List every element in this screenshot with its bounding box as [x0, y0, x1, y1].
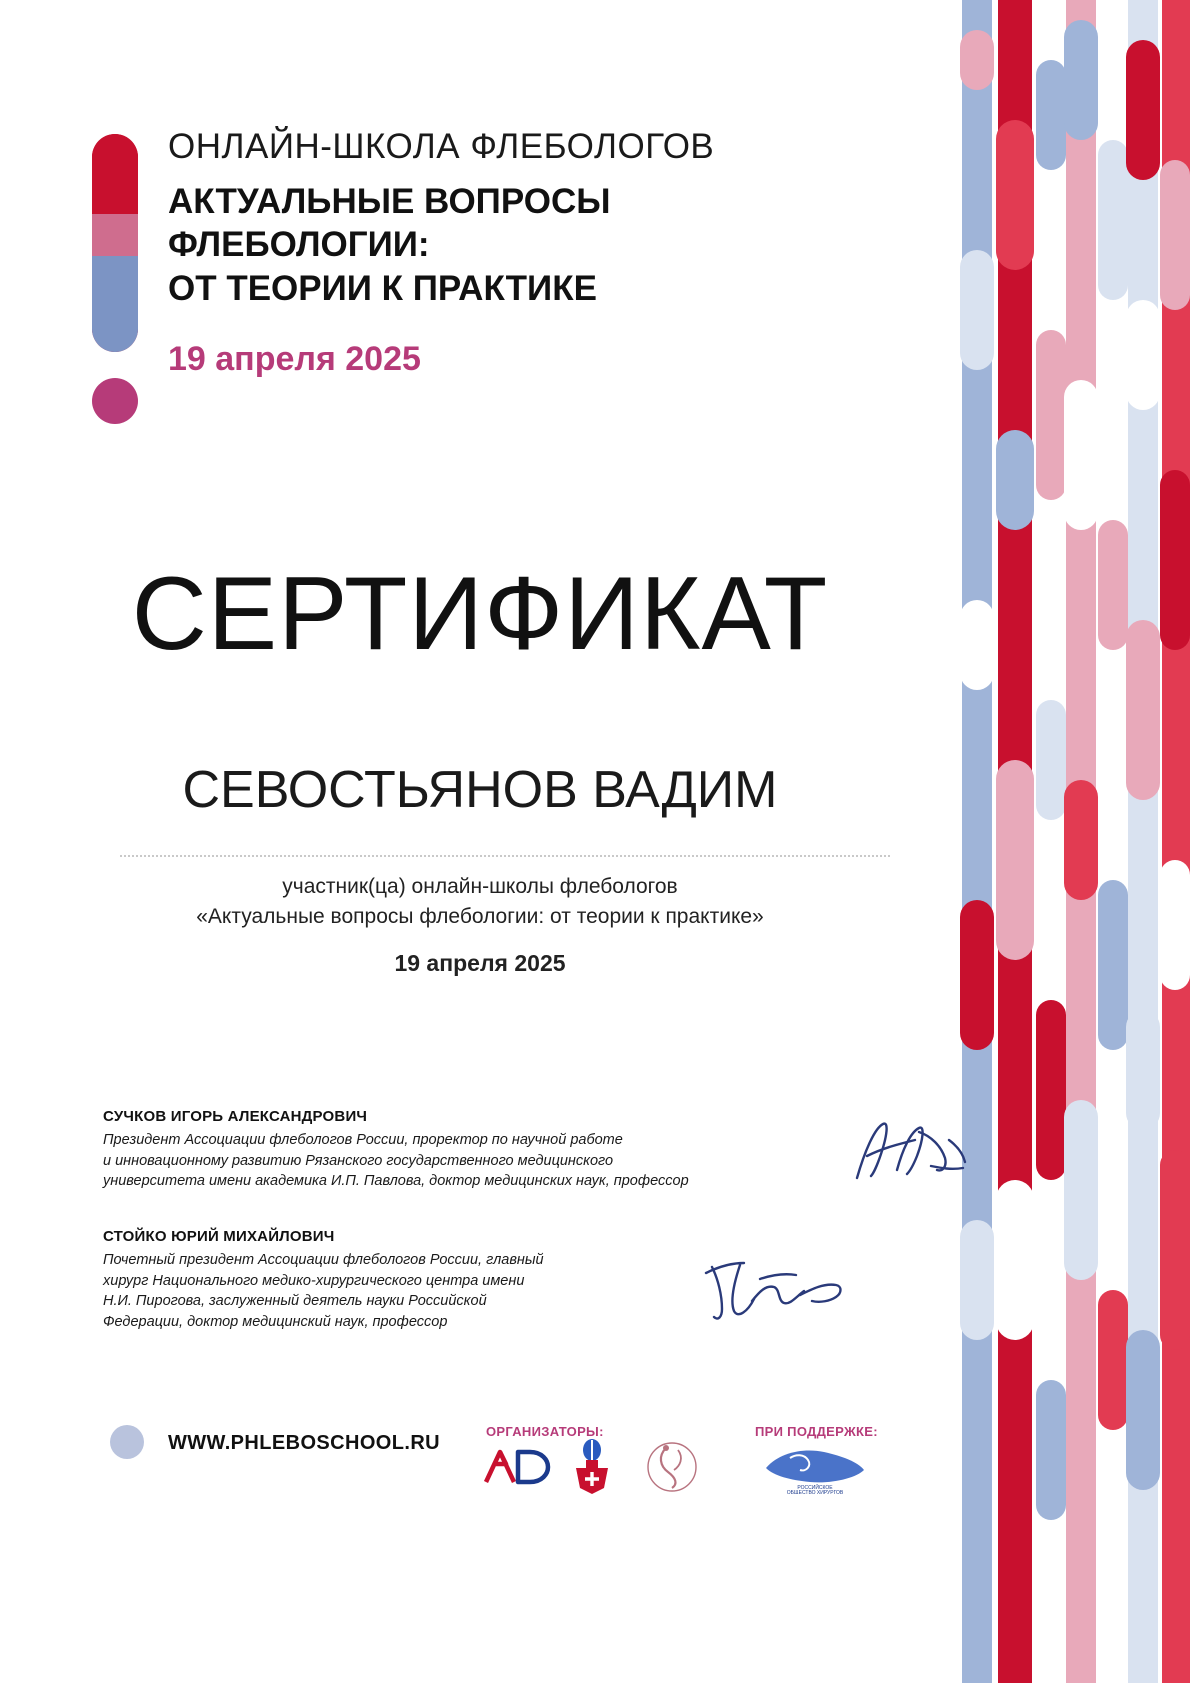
- signatory-description-line: хирург Национального медико-хирургического центра имени: [103, 1272, 525, 1289]
- decorative-dot: [1126, 620, 1160, 800]
- decorative-dot: [1126, 300, 1160, 410]
- decorative-dot: [996, 1180, 1034, 1340]
- school-line: ОНЛАЙН-ШКОЛА ФЛЕБОЛОГОВ: [168, 127, 715, 166]
- signatory-name: СТОЙКО ЮРИЙ МИХАЙЛОВИЧ: [103, 1228, 335, 1245]
- decorative-dot: [1064, 380, 1098, 530]
- signature-block: [103, 1228, 803, 1332]
- decorative-dot: [960, 900, 994, 1050]
- decorative-dot: [1126, 40, 1160, 180]
- decorative-dot: [1160, 160, 1190, 310]
- divider: [120, 855, 890, 857]
- footer-dot-icon: [110, 1425, 144, 1459]
- decorative-dot: [996, 760, 1034, 960]
- signatory-description-line: Почетный президент Ассоциации флебологов России, главный: [103, 1252, 544, 1268]
- role-line-1: участник(ца) онлайн-школы флебологов: [282, 875, 678, 898]
- signatory-description-line: Президент Ассоциации флебологов России, проректор по научной работе: [103, 1132, 623, 1148]
- certificate-description: [0, 872, 960, 980]
- header-badge-icon: [92, 134, 138, 352]
- decorative-dot: [1126, 1010, 1160, 1130]
- decorative-dot: [1160, 470, 1190, 650]
- decorative-dot: [960, 1220, 994, 1340]
- support-label: ПРИ ПОДДЕРЖКЕ:: [755, 1424, 878, 1439]
- vein-society-logo: [646, 1440, 698, 1494]
- decorative-dot: [1098, 1290, 1128, 1430]
- decorative-dot: [996, 430, 1034, 530]
- ministry-of-health-emblem-logo: [568, 1436, 616, 1496]
- support-logo-caption-line1: РОССИЙСКОЕ: [797, 1485, 833, 1491]
- signatory-description-line: Н.И. Пирогова, заслуженный деятель науки Российской: [103, 1293, 487, 1310]
- event-date: 19 апреля 2025: [168, 339, 421, 378]
- decorative-dot: [1098, 520, 1128, 650]
- website-url[interactable]: WWW.PHLEBOSCHOOL.RU: [168, 1432, 441, 1454]
- signatory-name: СУЧКОВ ИГОРЬ АЛЕКСАНДРОВИЧ: [103, 1108, 368, 1125]
- decorative-stripes: [950, 0, 1190, 1683]
- decorative-dot: [1160, 1150, 1190, 1350]
- decorative-dot: [1098, 140, 1128, 300]
- decorative-dot: [1036, 700, 1066, 820]
- recipient-name: СЕВОСТЬЯНОВ ВАДИМ: [182, 761, 778, 819]
- header-text-block: [168, 128, 868, 379]
- decorative-dot: [960, 250, 994, 370]
- decorative-dot: [1064, 780, 1098, 900]
- decorative-dot: [1098, 880, 1128, 1050]
- event-title-line3: ОТ ТЕОРИИ К ПРАКТИКЕ: [168, 269, 597, 308]
- decorative-dot: [996, 120, 1034, 270]
- decorative-dot: [1036, 1000, 1066, 1180]
- signatory-description: [103, 1130, 803, 1192]
- russian-society-of-surgeons-logo: [760, 1442, 870, 1494]
- signatory-description-line: Федерации, доктор медицинский наук, профессор: [103, 1313, 448, 1330]
- signature-block: [103, 1108, 803, 1192]
- signatory-description: [103, 1250, 803, 1332]
- decorative-dot: [960, 600, 994, 690]
- signatory-description-line: и инновационному развитию Рязанского государственного медицинского: [103, 1152, 614, 1169]
- decorative-dot: [1064, 1100, 1098, 1280]
- support-logo-caption-line2: ОБЩЕСТВО ХИРУРГОВ: [786, 1490, 844, 1494]
- decorative-dot: [1036, 330, 1066, 500]
- signatory-description-line: университета имени академика И.П. Павлова, доктор медицинских наук, профессор: [103, 1173, 689, 1190]
- decorative-dot: [1036, 60, 1066, 170]
- decorative-dot: [1064, 20, 1098, 140]
- header-dot-icon: [92, 378, 138, 424]
- event-title-line1: АКТУАЛЬНЫЕ ВОПРОСЫ: [168, 181, 611, 221]
- association-of-phlebologists-logo: [482, 1444, 554, 1488]
- decorative-dot: [1036, 1380, 1066, 1520]
- certificate-title: СЕРТИФИКАТ: [131, 556, 829, 672]
- decorative-dot: [1126, 1330, 1160, 1490]
- decorative-dot: [1160, 860, 1190, 990]
- organizers-label: ОРГАНИЗАТОРЫ:: [486, 1424, 604, 1439]
- role-line-2: «Актуальные вопросы флебологии: от теории к практике»: [196, 905, 764, 929]
- decorative-dot: [960, 30, 994, 90]
- certificate-date: 19 апреля 2025: [394, 949, 566, 976]
- event-title-line2: ФЛЕБОЛОГИИ:: [168, 225, 430, 265]
